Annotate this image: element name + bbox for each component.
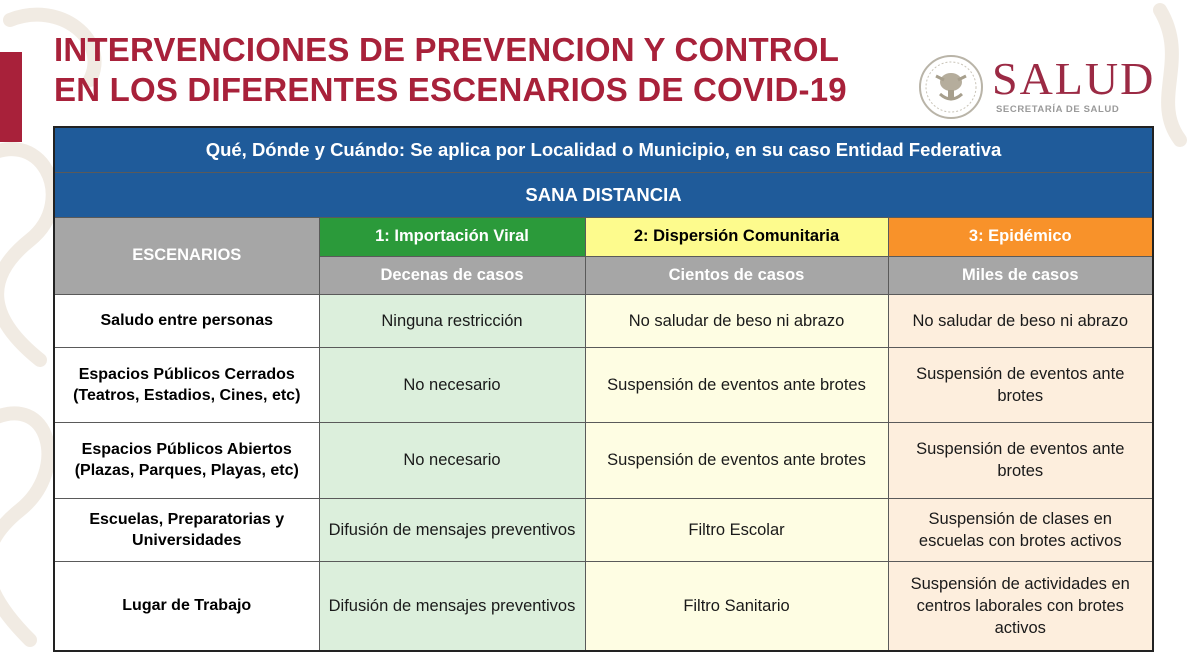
table-header-sana-distancia: SANA DISTANCIA	[54, 172, 1153, 217]
table-cell: Difusión de mensajes preventivos	[319, 498, 585, 561]
row-label: Lugar de Trabajo	[54, 561, 319, 651]
phase-2-header: 2: Dispersión Comunitaria	[585, 217, 888, 257]
page-title	[54, 30, 904, 110]
table-cell: Suspensión de eventos ante brotes	[888, 347, 1153, 422]
table-cell: Filtro Sanitario	[585, 561, 888, 651]
left-accent-bar	[0, 52, 22, 142]
phase-1-cases: Decenas de casos	[319, 257, 585, 295]
table-cell: No saludar de beso ni abrazo	[585, 295, 888, 348]
scenarios-header: ESCENARIOS	[54, 217, 319, 294]
row-label: Espacios Públicos Abiertos (Plazas, Parques, Playas, etc)	[54, 423, 319, 498]
salud-logo	[918, 52, 1168, 124]
table-row	[54, 347, 1153, 422]
table-cell: No necesario	[319, 423, 585, 498]
logo-subtitle: SECRETARÍA DE SALUD	[996, 104, 1120, 115]
table-cell: Suspensión de actividades en centros laborales con brotes activos	[888, 561, 1153, 651]
phase-3-cases: Miles de casos	[888, 257, 1153, 295]
row-label: Escuelas, Preparatorias y Universidades	[54, 498, 319, 561]
table-row	[54, 423, 1153, 498]
table-cell: No saludar de beso ni abrazo	[888, 295, 1153, 348]
phase-3-header: 3: Epidémico	[888, 217, 1153, 257]
phase-2-cases: Cientos de casos	[585, 257, 888, 295]
phase-1-header: 1: Importación Viral	[319, 217, 585, 257]
table-cell: Filtro Escolar	[585, 498, 888, 561]
interventions-table	[53, 126, 1154, 652]
mexican-coat-of-arms-seal-icon	[918, 54, 984, 120]
table-row	[54, 295, 1153, 348]
table-cell: Suspensión de eventos ante brotes	[585, 347, 888, 422]
row-label: Saludo entre personas	[54, 295, 319, 348]
logo-wordmark: SALUD	[992, 53, 1156, 104]
table-cell: Suspensión de clases en escuelas con brotes activos	[888, 498, 1153, 561]
table-row	[54, 561, 1153, 651]
title-line-1: INTERVENCIONES DE PREVENCION Y CONTROL	[54, 31, 840, 68]
table-cell: Suspensión de eventos ante brotes	[888, 423, 1153, 498]
table-cell: No necesario	[319, 347, 585, 422]
table-header-scope: Qué, Dónde y Cuándo: Se aplica por Localidad o Municipio, en su caso Entidad Federativa	[54, 127, 1153, 172]
table-row	[54, 498, 1153, 561]
table-cell: Difusión de mensajes preventivos	[319, 561, 585, 651]
table-cell: Ninguna restricción	[319, 295, 585, 348]
title-line-2: EN LOS DIFERENTES ESCENARIOS DE COVID-19	[54, 71, 847, 108]
row-label: Espacios Públicos Cerrados (Teatros, Estadios, Cines, etc)	[54, 347, 319, 422]
table-cell: Suspensión de eventos ante brotes	[585, 423, 888, 498]
